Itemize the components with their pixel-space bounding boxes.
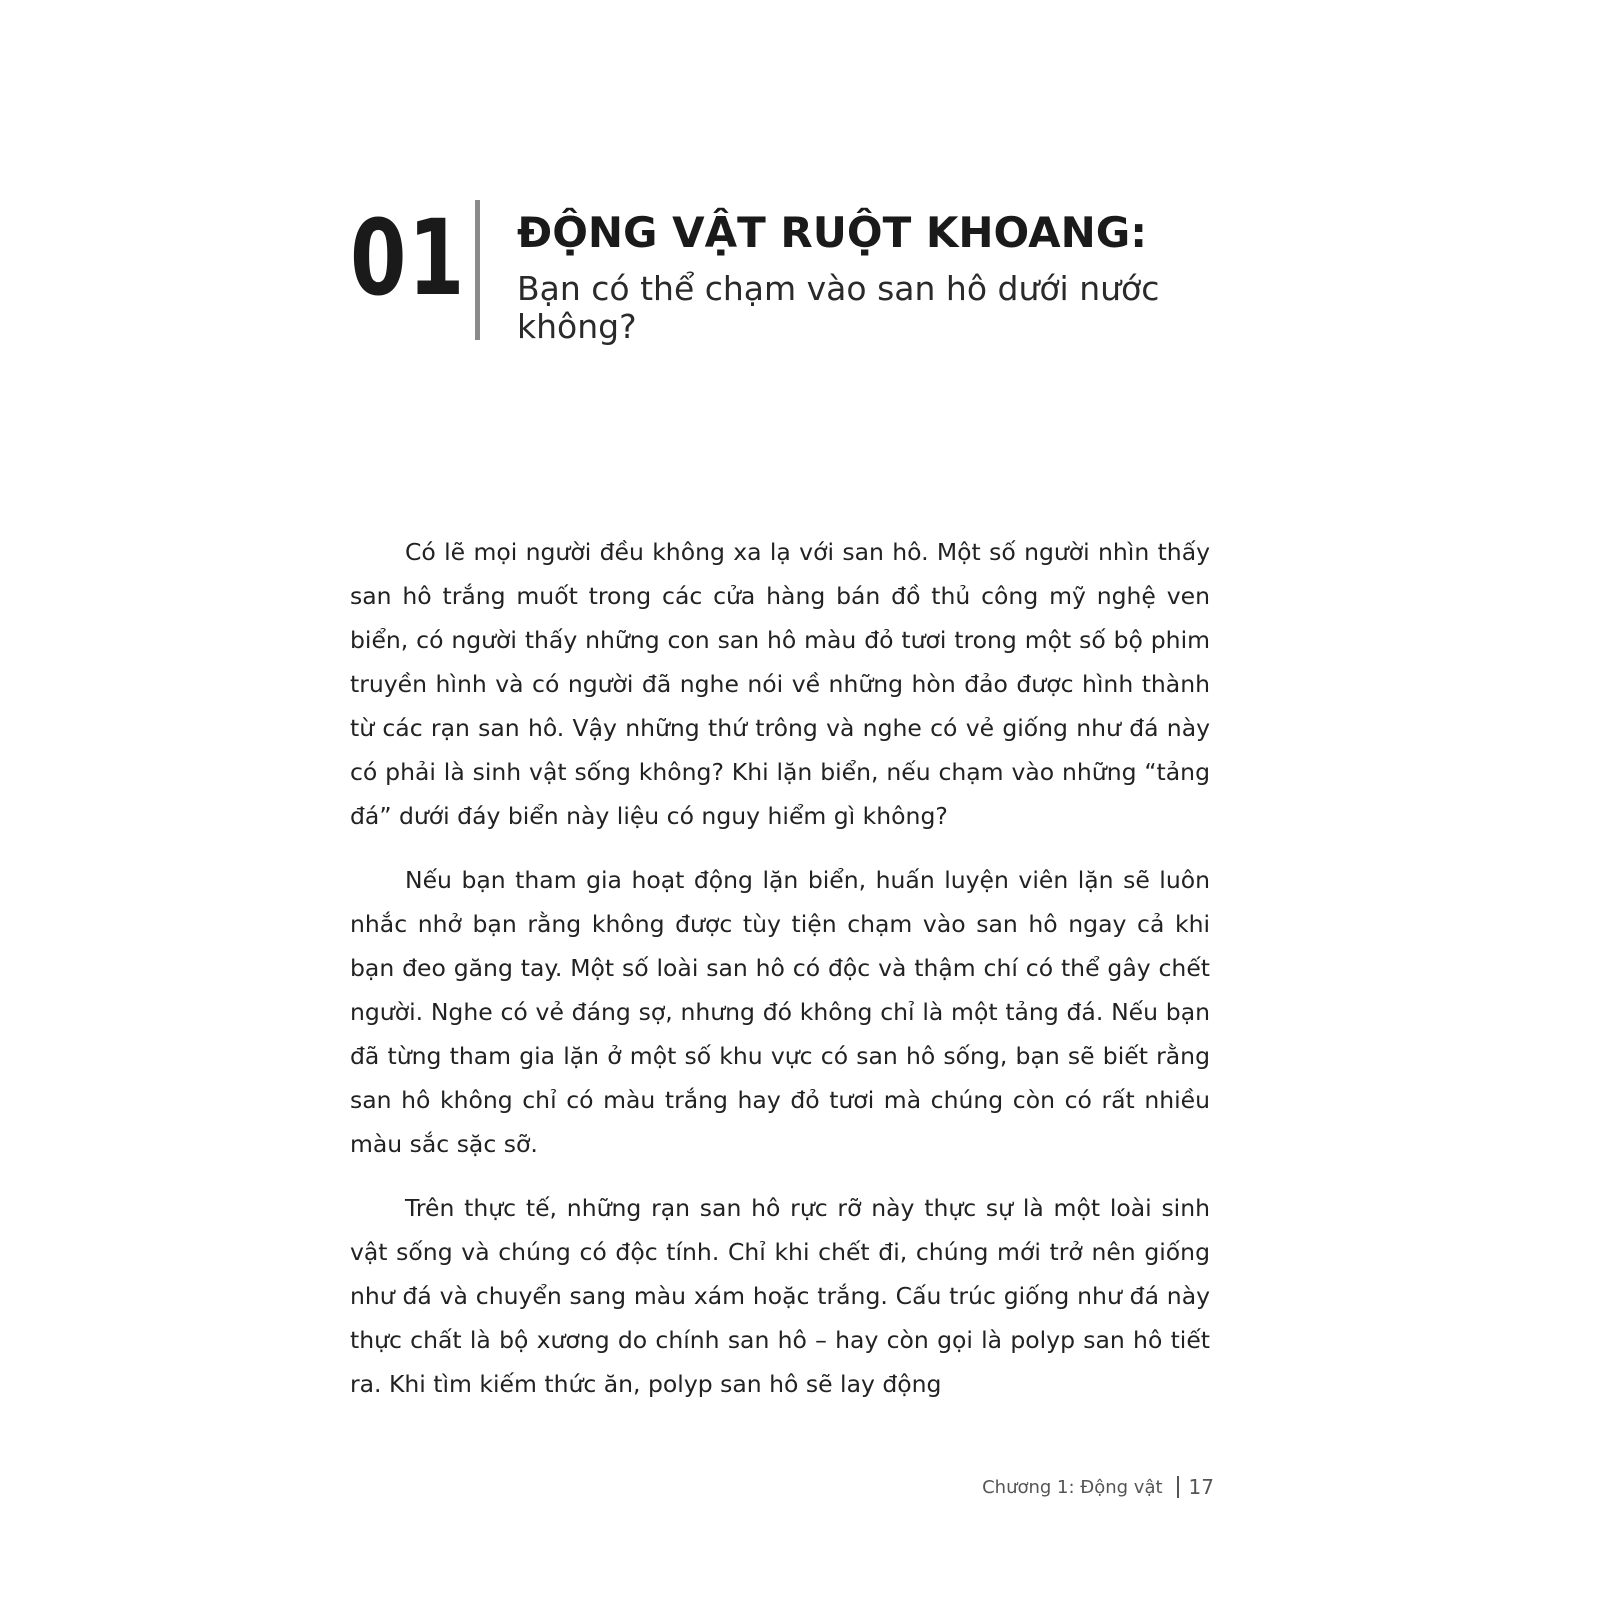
footer-chapter-label: Chương 1: Động vật (982, 1476, 1163, 1498)
chapter-title: ĐỘNG VẬT RUỘT KHOANG: (517, 208, 1148, 257)
body-text (350, 530, 1210, 1460)
title-block (517, 208, 1237, 346)
header-divider (475, 200, 480, 340)
chapter-subtitle: Bạn có thể chạm vào san hô dưới nước không? (517, 269, 1160, 346)
footer-divider (1177, 1476, 1179, 1498)
page-number: 17 (1188, 1475, 1214, 1499)
page-footer (982, 1472, 1214, 1502)
chapter-number: 01 (350, 197, 467, 319)
paragraph: Có lẽ mọi người đều không xa lạ với san hô. Một số người nhìn thấy san hô trắng muốt trong các cửa hàng bán đồ thủ công mỹ nghệ ven biển, có người thấy những con san hô màu đỏ tươi trong một số bộ phim truyền hình và có người đã nghe nói về những hòn đảo được hình thành từ các rạn san hô. Vậy những thứ trông và nghe có vẻ giống như đá này có phải là sinh vật sống không? Khi lặn biển, nếu chạm vào những “tảng đá” dưới đáy biển này liệu có nguy hiểm gì không? (350, 538, 1210, 830)
paragraph: Trên thực tế, những rạn san hô rực rỡ này thực sự là một loài sinh vật sống và chúng có độc tính. Chỉ khi chết đi, chúng mới trở nên giống như đá và chuyển sang màu xám hoặc trắng. Cấu trúc giống như đá này thực chất là bộ xương do chính san hô – hay còn gọi là polyp san hô tiết ra. Khi tìm kiếm thức ăn, polyp san hô sẽ lay động (350, 1194, 1210, 1398)
paragraph: Nếu bạn tham gia hoạt động lặn biển, huấn luyện viên lặn sẽ luôn nhắc nhở bạn rằng không được tùy tiện chạm vào san hô ngay cả khi bạn đeo găng tay. Một số loài san hô có độc và thậm chí có thể gây chết người. Nghe có vẻ đáng sợ, nhưng đó không chỉ là một tảng đá. Nếu bạn đã từng tham gia lặn ở một số khu vực có san hô sống, bạn sẽ biết rằng san hô không chỉ có màu trắng hay đỏ tươi mà chúng còn có rất nhiều màu sắc sặc sỡ. (350, 866, 1210, 1158)
chapter-header (350, 197, 1250, 350)
